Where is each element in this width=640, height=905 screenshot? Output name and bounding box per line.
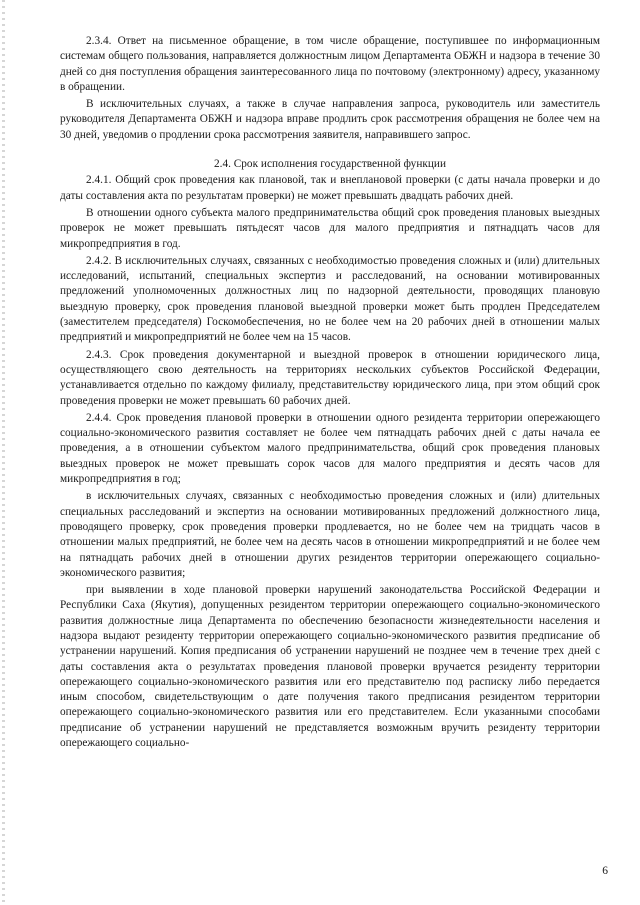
paragraph-2-4-3: 2.4.3. Срок проведения документарной и выездной проверок в отношении юридического лица, осуществляющего свою деятельность на территориях нескольких субъектов Российской Федерации, устанавливается отдельно по каждому филиалу, представительству юридического лица, при этом общий срок проведения проверки не может превышать 60 рабочих дней. [60,348,600,407]
paragraph-extension: в исключительных случаях, связанных с необходимостью проведения сложных и (или) длительных специальных расследований и экспертиз на основании мотивированных предложений должностного лица, проводящего проверку, срок проведения проверки продлевается, но не более чем на тридцать часов в отношении малых предприятий, не более чем на десять часов в отношении микропредприятий и не более чем на пятнадцать рабочих дней в отношении других резидентов территории опережающего социально-экономического развития; [60,490,600,579]
page-number: 6 [602,865,608,877]
paragraph-2-4-4: 2.4.4. Срок проведения плановой проверки в отношении одного резидента территории опережающего социально-экономического развития составляет не более чем пятнадцать рабочих дней с даты начала ее проведения, а в отношении субъектом малого предпринимательства, общий срок проведения плановых выездных проверок не может превышать сорок часов для малого предприятия и десять часов для микропредприятия в год; [60,411,600,486]
paragraph-small-business: В отношении одного субъекта малого предпринимательства общий срок проведения плановых выездных проверок не может превышать пятьдесят часов для малого предприятия и пятнадцать часов для микропредприятия в год. [60,206,600,250]
paragraph-2-4-1: 2.4.1. Общий срок проведения как плановой, так и внеплановой проверки (с даты начала проверки и до даты составления акта по результатам проверки) не может превышать двадцать рабочих дней. [60,174,600,202]
paragraph-exceptional-cases: В исключительных случаях, а также в случае направления запроса, руководитель или заместитель руководителя Департамента ОБЖН и надзора вправе продлить срок рассмотрения обращения не более чем на 30 дней, уведомив о продлении срока рассмотрения заявителя, направившего запрос. [60,98,600,141]
paragraph-2-3-4: 2.3.4. Ответ на письменное обращение, в том числе обращение, поступившее по информационным системам общего пользования, направляется должностным лицом Департамента ОБЖН и надзора в течение 30 дней со дня поступления обращения заинтересованного лица по почтовому (электронному) адресу, указанному в обращении. [60,35,600,93]
paragraph-violations: при выявлении в ходе плановой проверки нарушений законодательства Российской Федерации и Республики Саха (Якутия), допущенных резидентом территории опережающего социально-экономического развития должностные лица Департамента по обеспечению безопасности жизнедеятельности населения и надзора выдают резиденту территории опережающего социально-экономического развития предписание об устранении нарушений. Копия предписания об устранении нарушений не позднее чем в течение трех дней с даты составления акта о результатах проведения плановой проверки вручается резиденту территории опережающего социально-экономического развития или его представителю под расписку либо передается иным способом, свидетельствующим о дате получения такого предписания резидентом территории опережающего социально-экономического развития или его представителем. Если указанными способами предписание об устранении нарушений не представляется возможным вручить резиденту территории опережающего социально- [60,584,600,750]
section-heading-2-4: 2.4. Срок исполнения государственной функции [213,158,447,171]
paragraph-2-4-2: 2.4.2. В исключительных случаях, связанных с необходимостью проведения сложных и (или) длительных исследований, испытаний, специальных экспертиз и расследований, на основании мотивированных предложений уполномоченных должностных лиц по надзорной деятельности, проводящих плановую выездную проверку, срок проведения плановой выездной проверки может быть продлен Председателем (заместителем председателя) Госкомобеспечения, но не более чем на 20 рабочих дней в отношении малых предприятий и микропредприятий не более чем на 15 часов. [60,254,600,344]
scan-edge [2,0,5,905]
